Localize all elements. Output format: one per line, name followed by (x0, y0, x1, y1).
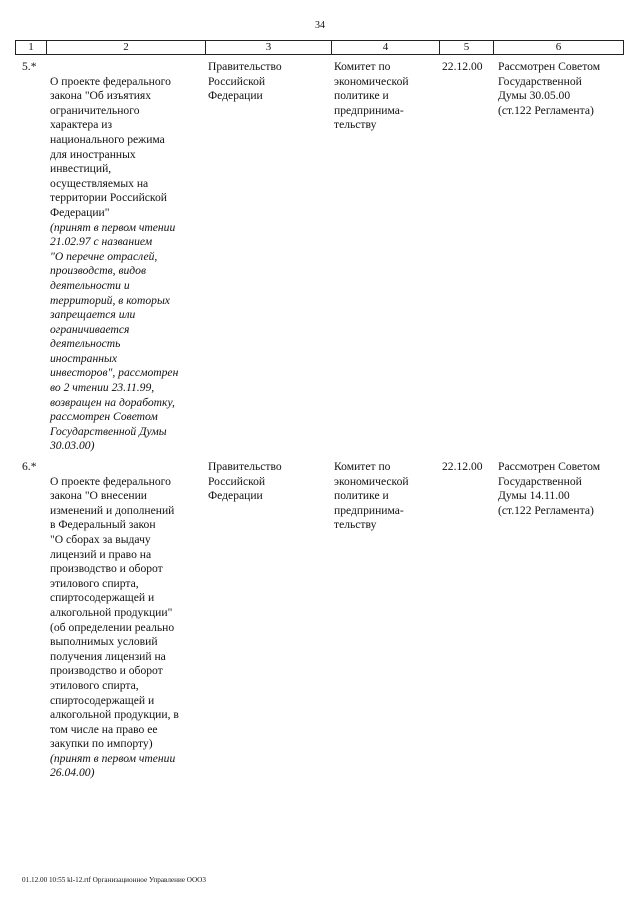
page-number: 34 (315, 20, 325, 31)
bill-description (50, 460, 204, 796)
bill-author: Правительство Российской Федерации (208, 460, 282, 503)
column-number: 6 (494, 41, 624, 55)
document-footer: 01.12.00 10:55 kl-12.rtf Организационное Управление ООО3 (22, 876, 206, 884)
column-number: 3 (206, 41, 332, 55)
bill-note: (принят в первом чтении 21.02.97 с названием "О перечне отраслей, производств, видов деятельности и территорий, в которых запрещается или ограничивается деятельность иностранных инвесторов", рассмотрен во 2 чтении 23.11.99, возвращен на доработку, рассмотрен Советом Государственной Думы 30.03.00) (50, 220, 179, 453)
column-number: 2 (47, 41, 206, 55)
scheduled-date: 22.12.00 (442, 460, 483, 473)
bill-note: (принят в первом чтении 26.04.00) (50, 751, 176, 780)
column-number: 1 (16, 41, 47, 55)
row-number: 5.* (22, 60, 37, 73)
bill-description (50, 60, 204, 469)
header-row (16, 41, 624, 55)
bill-status: Рассмотрен Советом Государственной Думы 14.11.00 (ст.122 Регламента) (498, 460, 601, 517)
column-number: 5 (440, 41, 494, 55)
bill-status: Рассмотрен Советом Государственной Думы 30.05.00 (ст.122 Регламента) (498, 60, 601, 117)
row-number: 6.* (22, 460, 37, 473)
bill-author: Правительство Российской Федерации (208, 60, 282, 103)
responsible-committee: Комитет по экономической политике и предпринима- тельству (334, 60, 409, 132)
column-number-header (15, 40, 624, 55)
bill-title: О проекте федерального закона "Об изъятиях ограничительного характера из национального режима для иностранных инвестиций, осуществляемых на территории Российской Федерации" (50, 74, 171, 219)
bill-title: О проекте федерального закона "О внесении изменений и дополнений в Федеральный закон "О сборах за выдачу лицензий и право на производство и оборот этилового спирта, спиртосодержащей и алкогольной продукции" (об определении реально выполнимых условий получения лицензий на производство и оборот этилового спирта, спиртосодержащей и алкогольной продукции, в том числе на право ее закупки по импорту) (50, 474, 179, 751)
responsible-committee: Комитет по экономической политике и предпринима- тельству (334, 460, 409, 532)
column-number: 4 (332, 41, 440, 55)
scheduled-date: 22.12.00 (442, 60, 483, 73)
